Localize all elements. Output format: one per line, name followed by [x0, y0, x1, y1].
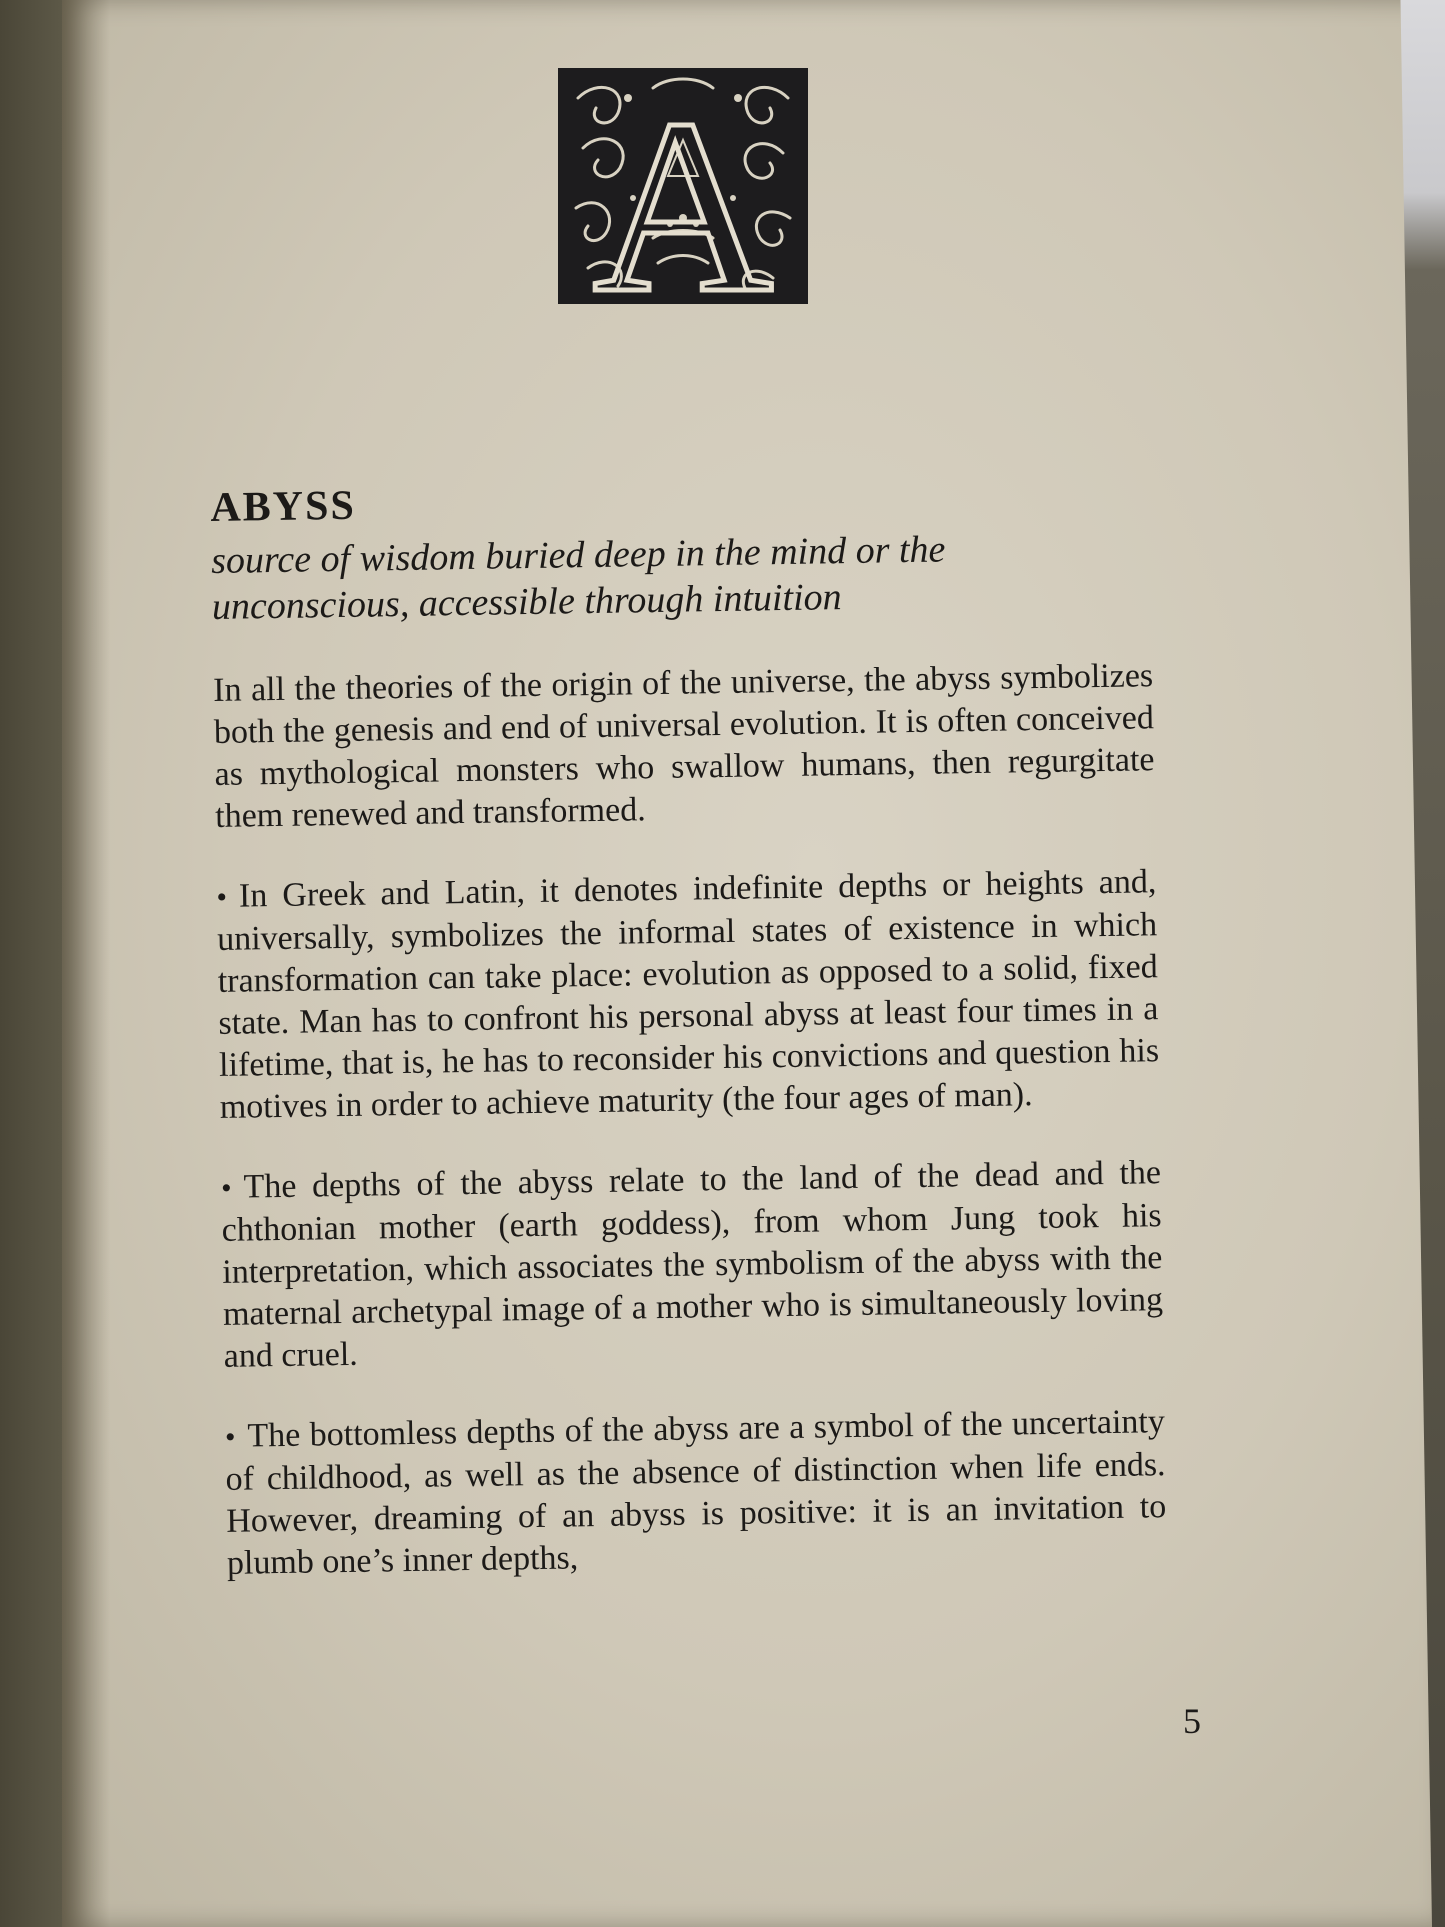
- decorative-initial: [558, 68, 808, 304]
- entry-paragraph-2: [216, 861, 1160, 1129]
- entry-paragraph-1: [213, 655, 1156, 838]
- entry-paragraph-4: [225, 1401, 1168, 1585]
- initial-letter: A: [592, 68, 774, 304]
- paragraph-text: In all the theories of the origin of the universe, the abyss symbolizes both the genesis and end of universal evolution. It is often conceived as mythological monsters who swallow humans, then regurgitate them renewed and transformed.: [212, 657, 1155, 835]
- bullet-icon: •: [224, 1420, 236, 1454]
- bullet-icon: •: [216, 880, 228, 914]
- entry-heading: ABYSS: [210, 482, 357, 531]
- paragraph-text: In Greek and Latin, it denotes indefinite depths or heights and, universally, symbolizes the informal states of existence in which transformation can take place: evolution as opposed to a solid, fixed state. Man has to confront his personal abyss at least four times in a lifetime, that is, he has to reconsider his convictions and question his motives in order to achieve maturity (the four ages of man).: [216, 863, 1160, 1126]
- entry-subtitle: source of wisdom buried deep in the mind or the unconscious, accessible through intuition: [210, 528, 946, 628]
- page-number: 5: [1183, 1701, 1201, 1741]
- ornament-illustration: [558, 68, 808, 304]
- page-gutter-shadow: [62, 0, 110, 1927]
- paragraph-text: The depths of the abyss relate to the land of the dead and the chthonian mother (earth goddess), from whom Jung took his interpretation, which associates the symbolism of the abyss with the maternal archetypal image of a mother who is simultaneously loving and cruel.: [221, 1154, 1164, 1375]
- dictionary-entry: [210, 469, 1207, 1585]
- bullet-icon: •: [220, 1171, 232, 1205]
- entry-paragraph-3: [221, 1152, 1164, 1378]
- paragraph-text: The bottomless depths of the abyss are a symbol of the uncertainty of childhood, as well as the absence of distinction when life ends. However, dreaming of an abyss is positive: it is an invitation to plumb one’s inner depths,: [225, 1403, 1167, 1582]
